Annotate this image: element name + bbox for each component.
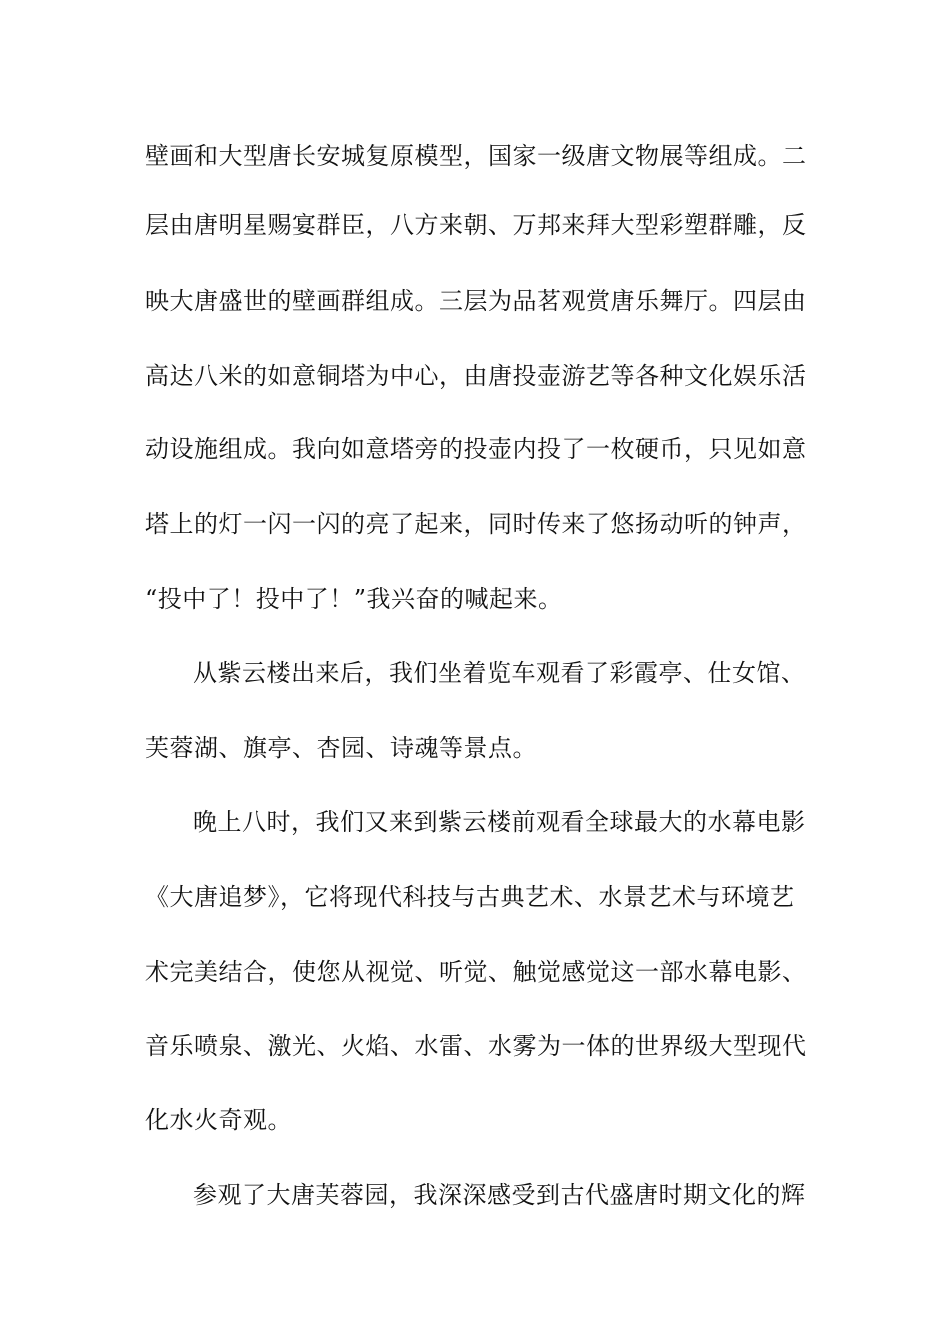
text-line: 塔上的灯一闪一闪的亮了起来，同时传来了悠扬动听的钟声， [145,510,807,538]
text-line: 映大唐盛世的壁画群组成。三层为品茗观赏唐乐舞厅。四层由 [145,287,807,315]
text-line: 化水火奇观。 [145,1106,292,1134]
paragraph-first-line: 参观了大唐芙蓉园，我深深感受到古代盛唐时期文化的辉 [193,1181,806,1209]
text-line: 音乐喷泉、激光、火焰、水雷、水雾为一体的世界级大型现代 [145,1032,807,1060]
paragraph-first-line: 晚上八时，我们又来到紫云楼前观看全球最大的水幕电影 [193,808,806,836]
text-line: 层由唐明星赐宴群臣，八方来朝、万邦来拜大型彩塑群雕，反 [145,211,807,239]
text-line: 壁画和大型唐长安城复原模型，国家一级唐文物展等组成。二 [145,142,807,170]
text-line: 高达八米的如意铜塔为中心，由唐投壶游艺等各种文化娱乐活 [145,362,807,390]
text-line: 《大唐追梦》，它将现代科技与古典艺术、水景艺术与环境艺 [145,883,795,911]
text-line: 动设施组成。我向如意塔旁的投壶内投了一枚硬币，只见如意 [145,435,807,463]
text-line: “投中了！投中了！”我兴奋的喊起来。 [145,585,563,613]
paragraph-first-line: 从紫云楼出来后，我们坐着览车观看了彩霞亭、仕女馆、 [193,659,806,687]
text-line: 芙蓉湖、旗亭、杏园、诗魂等景点。 [145,734,537,762]
text-line: 术完美结合，使您从视觉、听觉、触觉感觉这一部水幕电影、 [145,958,807,986]
